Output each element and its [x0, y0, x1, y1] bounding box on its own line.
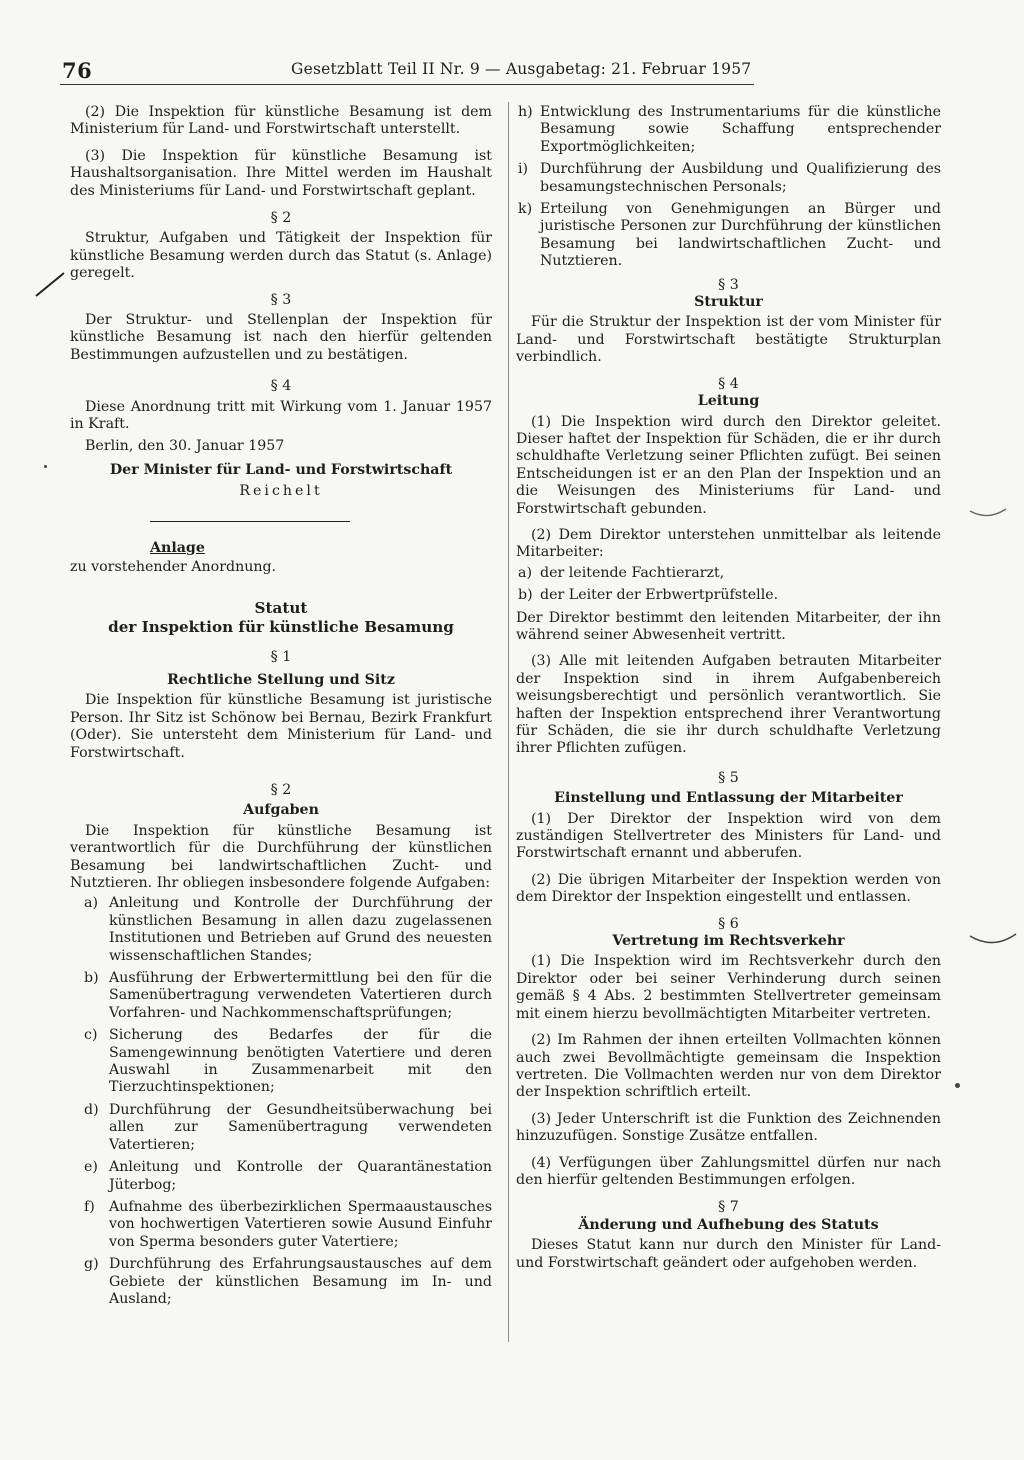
- statut-section-2-number: § 2: [270, 781, 292, 798]
- statut-section-5-para-2: (2) Die übrigen Mitarbeiter der Inspektion werden von dem Direktor der Inspektion eingestellt und entlassen.: [516, 871, 941, 906]
- section-3-text: Der Struktur- und Stellenplan der Inspektion für künstliche Besamung ist nach den hierfür geltenden Bestimmungen aufzustellen und zu bestätigen.: [70, 312, 492, 363]
- statut-section-6-para-1: (1) Die Inspektion wird im Rechtsverkehr durch den Direktor oder bei seiner Verhinderung durch seinen gemäß § 4 Abs. 2 bestimmten Stellvertreter gemeinsam mit einem hierzu bevollmächtigten Mitarbeiter vertreten.: [516, 953, 941, 1022]
- statut-section-6-number: § 6: [718, 915, 739, 932]
- statut-section-4-heading: Leitung: [697, 393, 760, 410]
- task-item-f: f) Aufnahme des überbezirklichen Spermaaustausches von hochwertigen Vatertieren sowie Ausund Einfuhr von Sperma besonders guter Vatertiere;: [84, 1198, 492, 1250]
- margin-curve-mark-2: [968, 930, 1018, 952]
- page-number: 76: [62, 58, 93, 83]
- leader-item-b: b) der Leiter der Erbwertprüfstelle.: [518, 587, 779, 604]
- section-2-number: § 2: [270, 210, 292, 227]
- statut-section-4-para-1: (1) Die Inspektion wird durch den Direktor geleitet. Dieser haftet der Inspektion für Schäden, die er ihr durch schuldhafte Verletzung seiner Pflichten zufügt. Bei seinen Entscheidungen ist er an den Plan der Inspektion und an die Weisungen des Ministeriums für Land- und Forstwirtschaft gebunden.: [516, 413, 941, 517]
- statut-section-7-heading: Änderung und Aufhebung des Statuts: [578, 1216, 879, 1233]
- statut-section-4-para-2b: Der Direktor bestimmt den leitenden Mitarbeiter, der ihn während seiner Abwesenheit vertritt.: [516, 609, 941, 643]
- statut-section-7-number: § 7: [718, 1199, 739, 1216]
- section-3-number: § 3: [270, 291, 292, 308]
- margin-dot: [955, 1083, 960, 1088]
- statut-section-5-heading: Einstellung und Entlassung der Mitarbeiter: [554, 790, 903, 807]
- header-rule: [60, 84, 754, 85]
- signature-name: Reichelt: [239, 483, 323, 500]
- statut-section-6-para-2: (2) Im Rahmen der ihnen erteilten Vollmachten können auch zwei Bevollmächtigte gemeinsam die Inspektion vertreten. Die Vollmachten werden nur von dem Direktor der Inspektion schriftlich erteilt.: [516, 1032, 941, 1101]
- statut-section-3-text: Für die Struktur der Inspektion ist der vom Minister für Land- und Forstwirtschaft bestätigte Strukturplan verbindlich.: [516, 314, 941, 366]
- margin-curve-mark: [968, 505, 1008, 523]
- statut-section-4-number: § 4: [718, 375, 739, 392]
- task-item-b: b) Ausführung der Erbwertermittlung bei den für die Samenübertragung verwendeten Vatertieren durch Vorfahren- und Nachkommenschaftsprüfungen;: [84, 970, 492, 1021]
- task-item-g: g) Durchführung des Erfahrungsaustausches auf dem Gebiete der künstlichen Besamung im In- und Ausland;: [84, 1256, 492, 1307]
- statut-section-6-heading: Vertretung im Rechtsverkehr: [612, 933, 845, 950]
- left-column: [70, 104, 492, 1313]
- page-header: [62, 58, 752, 86]
- statut-title: [70, 599, 492, 637]
- signature-rule: [150, 521, 350, 522]
- task-item-i: i) Durchführung der Ausbildung und Qualifizierung des besamungstechnischen Personals;: [518, 161, 941, 195]
- leader-item-a: a) der leitende Fachtierarzt,: [518, 564, 725, 581]
- para-2-2: (2) Die Inspektion für künstliche Besamung ist dem Ministerium für Land- und Forstwirtschaft unterstellt.: [70, 104, 492, 138]
- section-2-text: Struktur, Aufgaben und Tätigkeit der Inspektion für künstliche Besamung werden durch das Statut (s. Anlage) geregelt.: [70, 230, 492, 282]
- section-4-text: Diese Anordnung tritt mit Wirkung vom 1. Januar 1957 in Kraft.: [70, 398, 492, 433]
- statut-title-line-2: der Inspektion für künstliche Besamung: [108, 617, 454, 636]
- statut-section-1-number: § 1: [270, 648, 292, 665]
- statut-section-2-heading: Aufgaben: [243, 802, 319, 819]
- statut-section-6-para-4: (4) Verfügungen über Zahlungsmittel dürfen nur nach den hierfür geltenden Bestimmungen erfolgen.: [516, 1154, 941, 1188]
- section-4-number: § 4: [270, 378, 292, 395]
- right-column: [516, 104, 941, 1281]
- anlage-title: Anlage: [150, 539, 205, 556]
- task-item-k: k) Erteilung von Genehmigungen an Bürger und juristische Personen zur Durchführung der künstlichen Besamung bei landwirtschaftlichen Zucht- und Nutztieren.: [518, 201, 941, 270]
- para-2-3: (3) Die Inspektion für künstliche Besamung ist Haushaltsorganisation. Ihre Mittel werden im Haushalt des Ministeriums für Land- und Forstwirtschaft geplant.: [70, 147, 492, 199]
- anlage-subtitle: zu vorstehender Anordnung.: [70, 559, 277, 576]
- statut-section-3-heading: Struktur: [694, 294, 763, 311]
- task-item-d: d) Durchführung der Gesundheitsüberwachung bei allen zur Samenübertragung verwendeten Vatertieren;: [84, 1101, 492, 1153]
- task-list-right: [516, 104, 941, 271]
- running-title: Gesetzblatt Teil II Nr. 9 — Ausgabetag: 21. Februar 1957: [291, 60, 752, 78]
- task-list-left: [70, 895, 492, 1308]
- statut-section-2-text: Die Inspektion für künstliche Besamung ist verantwortlich für die Durchführung der künstlichen Besamung bei landwirtschaftlichen Zucht- und Nutztieren. Ihr obliegen insbesondere folgende Aufgaben:: [70, 822, 492, 891]
- task-item-e: e) Anleitung und Kontrolle der Quarantänestation Jüterbog;: [84, 1159, 492, 1193]
- margin-dot-2: [44, 465, 47, 468]
- statut-section-4-para-3: (3) Alle mit leitenden Aufgaben betrauten Mitarbeiter der Inspektion sind in ihrem Aufgabenbereich weisungsberechtigt und persönlich verantwortlich. Sie haften der Inspektion entsprechend ihrer Verantwortung für Schäden, die sie ihr durch schuldhafte Verletzung ihrer Pflichten zufügen.: [516, 653, 941, 757]
- statut-section-5-number: § 5: [718, 769, 739, 786]
- task-item-a: a) Anleitung und Kontrolle der Durchführung der künstlichen Besamung in allen dazu zugelassenen Institutionen und Betrieben auf Grund des neuesten wissenschaftlichen Standes;: [84, 895, 492, 964]
- statut-section-4-para-2: (2) Dem Direktor unterstehen unmittelbar als leitende Mitarbeiter:: [516, 526, 941, 561]
- place-date: Berlin, den 30. Januar 1957: [85, 437, 285, 454]
- statut-section-1-heading: Rechtliche Stellung und Sitz: [167, 671, 395, 688]
- statut-section-3-number: § 3: [718, 276, 739, 293]
- minister-title: Der Minister für Land- und Forstwirtschaft: [109, 461, 453, 478]
- statut-section-1-text: Die Inspektion für künstliche Besamung ist juristische Person. Ihr Sitz ist Schönow bei Bernau, Bezirk Frankfurt (Oder). Sie untersteht dem Ministerium für Land- und Forstwirtschaft.: [70, 692, 492, 761]
- pencil-slash-mark: [30, 270, 70, 298]
- statut-section-7-text: Dieses Statut kann nur durch den Minister für Land- und Forstwirtschaft geändert oder aufgehoben werden.: [516, 1237, 941, 1271]
- column-divider: [508, 102, 509, 1342]
- task-item-h: h) Entwicklung des Instrumentariums für die künstliche Besamung sowie Schaffung entsprechender Exportmöglichkeiten;: [518, 104, 941, 155]
- statut-title-line-1: Statut: [254, 598, 308, 617]
- statut-section-5-para-1: (1) Der Direktor der Inspektion wird von dem zuständigen Stellvertreter des Ministers für Land- und Forstwirtschaft ernannt und abberufen.: [516, 810, 941, 862]
- statut-section-6-para-3: (3) Jeder Unterschrift ist die Funktion des Zeichnenden hinzuzufügen. Sonstige Zusätze entfallen.: [516, 1110, 941, 1145]
- task-item-c: c) Sicherung des Bedarfes der für die Samengewinnung benötigten Vatertiere und deren Auswahl in Zusammenarbeit mit den Tierzuchtinspektionen;: [84, 1027, 492, 1096]
